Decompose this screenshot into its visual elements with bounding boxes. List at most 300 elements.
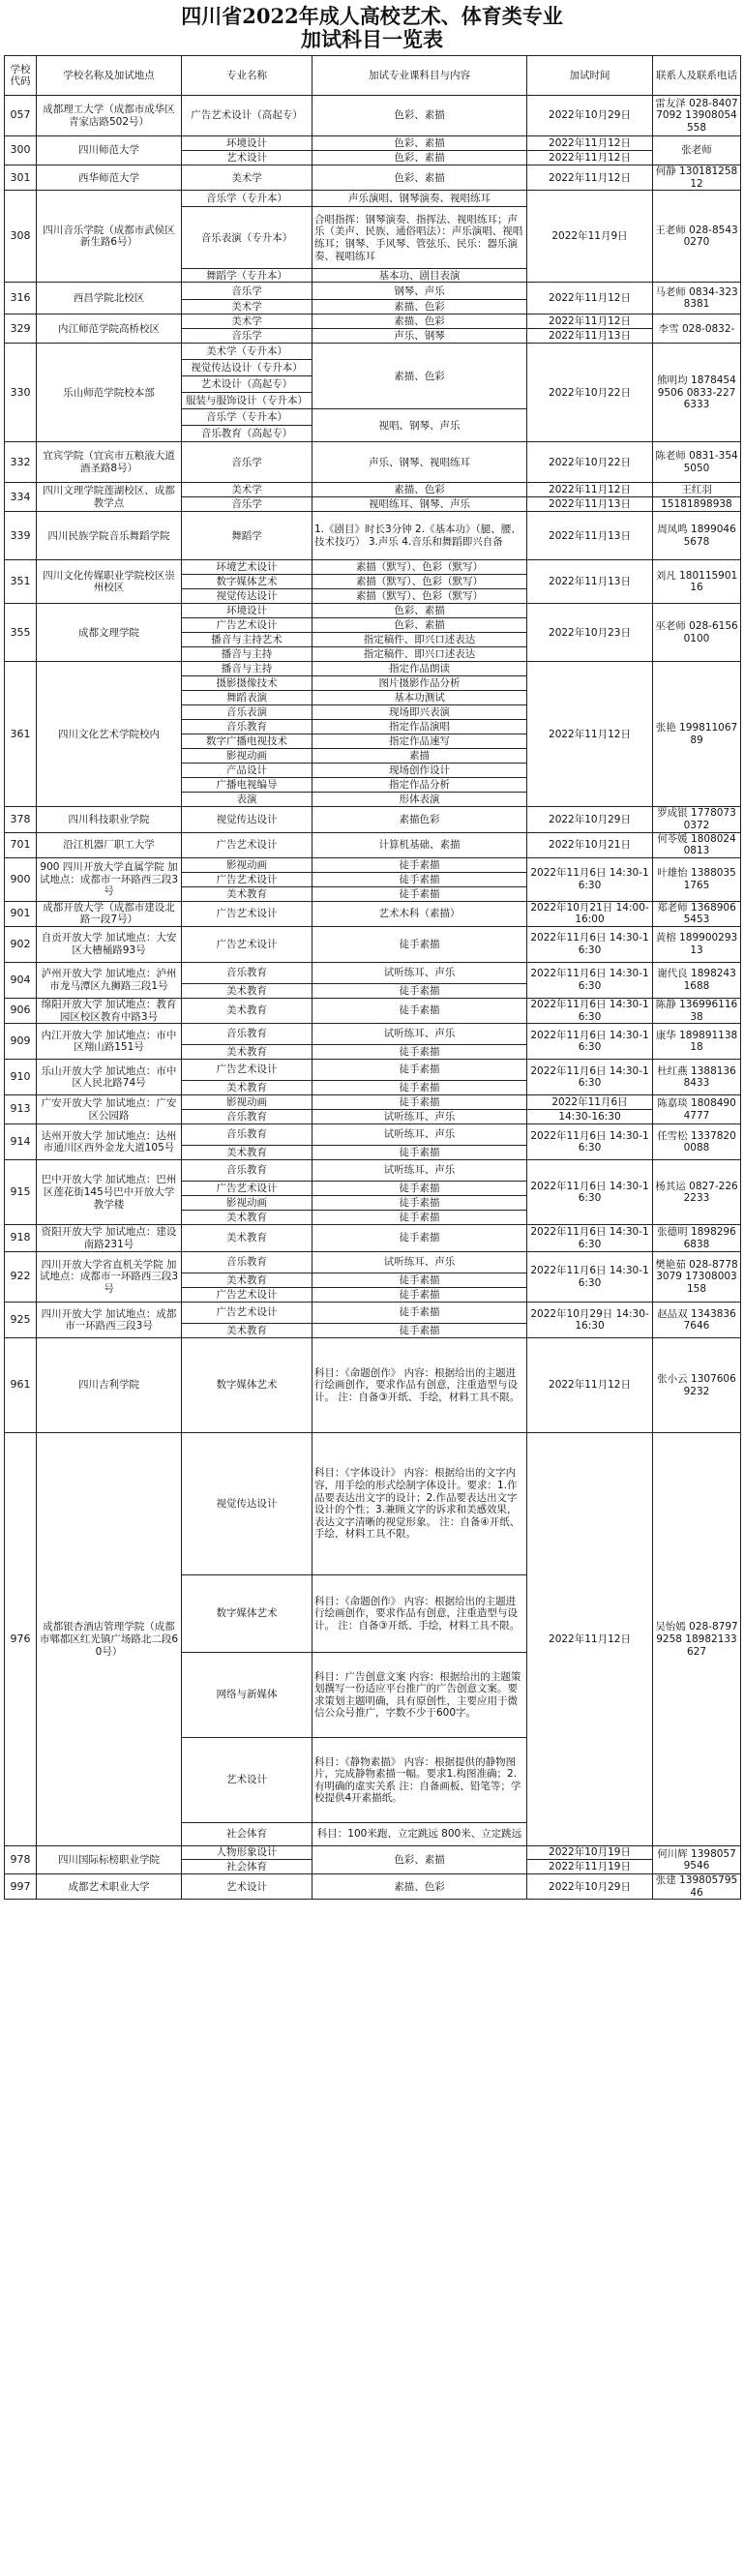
cell-content: 徒手素描	[312, 857, 527, 872]
cell-content: 素描（默写）、色彩（默写）	[312, 575, 527, 589]
table-row	[5, 1124, 741, 1146]
cell-code: 378	[5, 807, 37, 832]
cell-major: 舞蹈学（专升本）	[182, 269, 312, 283]
cell-time: 2022年10月21日	[527, 832, 653, 857]
cell-content: 现场创作设计	[312, 764, 527, 778]
cell-content: 科目：《命题创作》 内容：根据给出的主题进行绘画创作，要求作品有创意，注重造型与设计。 注：自备③开纸、手绘，材料工具不限。	[312, 1338, 527, 1433]
cell-content: 基本功测试	[312, 691, 527, 705]
table-row	[5, 165, 741, 191]
cell-time: 2022年10月22日	[527, 442, 653, 483]
cell-contact: 张艳 19981106789	[653, 662, 741, 807]
cell-time: 2022年11月13日	[527, 560, 653, 604]
cell-major: 美术教育	[182, 984, 312, 999]
table-row	[5, 999, 741, 1024]
cell-major: 美术教育	[182, 1273, 312, 1288]
header-contact: 联系人及联系电话	[653, 56, 741, 96]
cell-content: 艺术木科（素描）	[312, 901, 527, 926]
table-row	[5, 1338, 741, 1433]
cell-major: 视觉传达设计	[182, 807, 312, 832]
header-code: 学校代码	[5, 56, 37, 96]
table-row	[5, 560, 741, 575]
cell-content: 1.《剧目》时长3分钟 2.《基本功》（腿、腰、技术技巧） 3.声乐 4.音乐和舞蹈即兴自备	[312, 512, 527, 560]
cell-major: 美术教育	[182, 999, 312, 1024]
cell-major: 人物形象设计	[182, 1846, 312, 1860]
table-row	[5, 483, 741, 497]
cell-contact: 何静 13018125812	[653, 165, 741, 191]
cell-time: 2022年10月22日	[527, 344, 653, 442]
cell-code: 301	[5, 165, 37, 191]
cell-content: 试听练耳、声乐	[312, 1160, 527, 1182]
cell-school: 成都理工大学（成都市成华区青家店路502号）	[37, 96, 182, 136]
cell-school: 四川开放大学省直机关学院 加试地点：成都市一环路西三段3号	[37, 1252, 182, 1303]
cell-time: 2022年11月12日	[527, 315, 653, 329]
cell-content: 科目：《字体设计》 内容：根据给出的文字内容，用手绘的形式绘制字体设计。要求：1.作品要表达出文字的设计；2.作品要表达出文字设计的个性；3.兼顾文字的诉求和美感效果，表达文字清晰的视觉形象。 注：自备④开纸、手绘，材料工具不限。	[312, 1433, 527, 1575]
cell-major: 音乐学（专升本）	[182, 409, 312, 426]
cell-school: 四川民族学院音乐舞蹈学院	[37, 512, 182, 560]
cell-code: 910	[5, 1060, 37, 1095]
table-row	[5, 1433, 741, 1575]
cell-content: 计算机基础、素描	[312, 832, 527, 857]
document-subtitle: 加试科目一览表	[301, 27, 443, 52]
cell-major: 广告艺术设计	[182, 1060, 312, 1081]
cell-content: 色彩、素描	[312, 618, 527, 633]
table-row	[5, 662, 741, 676]
cell-content: 徒手素描	[312, 1060, 527, 1081]
cell-contact: 任雪松 13378200088	[653, 1124, 741, 1160]
cell-content: 科目：广告创意文案 内容：根据给出的主题策划撰写一份适应平台推广的广告创意文案。要求策划主题明确，具有原创性，主要应用于微信公众号推广，字数不少于600字。	[312, 1653, 527, 1738]
table-row	[5, 315, 741, 329]
cell-major: 广告艺术设计	[182, 618, 312, 633]
cell-major: 音乐学	[182, 329, 312, 344]
cell-time: 2022年10月29日	[527, 96, 653, 136]
cell-time: 2022年10月29日	[527, 1874, 653, 1900]
cell-time: 2022年11月6日 14:30-16:30	[527, 1225, 653, 1252]
cell-major: 音乐教育（高起专）	[182, 426, 312, 442]
table-row	[5, 191, 741, 207]
cell-major: 摄影摄像技术	[182, 676, 312, 691]
cell-contact: 雷友泽 028-84077092 13908054558	[653, 96, 741, 136]
cell-contact: 熊明均 18784549506 0833-2276333	[653, 344, 741, 442]
cell-contact: 张德明 18982966838	[653, 1225, 741, 1252]
cell-time: 2022年11月6日 14:30-16:30	[527, 1252, 653, 1303]
table-row	[5, 1874, 741, 1900]
cell-code: 997	[5, 1874, 37, 1900]
cell-content: 试听练耳、声乐	[312, 963, 527, 984]
cell-major: 视觉传达设计	[182, 1433, 312, 1575]
cell-major: 视觉传达设计（专升本）	[182, 360, 312, 376]
cell-major: 环境艺术设计	[182, 560, 312, 575]
cell-time: 2022年11月6日 14:30-16:30	[527, 1124, 653, 1160]
cell-major: 音乐教育	[182, 1160, 312, 1182]
table-row	[5, 96, 741, 136]
cell-major: 广告艺术设计（高起专）	[182, 96, 312, 136]
cell-contact: 周凤鸣 18990465678	[653, 512, 741, 560]
cell-content: 钢琴、声乐	[312, 283, 527, 300]
cell-major: 播音与主持	[182, 662, 312, 676]
cell-major: 音乐学（专升本）	[182, 191, 312, 207]
table-row	[5, 927, 741, 963]
cell-time: 2022年11月6日 14:30-16:30	[527, 1024, 653, 1060]
cell-major: 环境设计	[182, 136, 312, 151]
cell-time: 2022年11月12日	[527, 1433, 653, 1846]
table-row	[5, 136, 741, 151]
cell-content: 色彩、素描	[312, 604, 527, 618]
cell-content: 色彩、素描	[312, 151, 527, 165]
cell-content: 指定作品速写	[312, 734, 527, 749]
cell-school: 内江师范学院高桥校区	[37, 315, 182, 344]
cell-contact: 黄榕 18990029313	[653, 927, 741, 963]
table-row	[5, 1252, 741, 1273]
cell-major: 社会体育	[182, 1860, 312, 1874]
cell-content: 徒手素描	[312, 927, 527, 963]
table-row	[5, 442, 741, 483]
cell-content: 视唱练耳、钢琴、声乐	[312, 497, 527, 512]
cell-contact: 何苓媛 18080240813	[653, 832, 741, 857]
cell-code: 904	[5, 963, 37, 999]
cell-content: 声乐、钢琴、视唱练耳	[312, 442, 527, 483]
cell-content: 视唱、钢琴、声乐	[312, 409, 527, 442]
cell-major: 艺术设计（高起专）	[182, 376, 312, 393]
header-major: 专业名称	[182, 56, 312, 96]
cell-major: 音乐教育	[182, 963, 312, 984]
cell-code: 909	[5, 1024, 37, 1060]
cell-content: 徒手素描	[312, 1095, 527, 1110]
cell-time: 2022年11月12日	[527, 662, 653, 807]
cell-school: 四川师范大学	[37, 136, 182, 165]
cell-time: 2022年10月21日 14:00-16:00	[527, 901, 653, 926]
table-row	[5, 344, 741, 360]
cell-major: 视觉传达设计	[182, 589, 312, 604]
cell-code: 308	[5, 191, 37, 283]
cell-time: 2022年11月12日	[527, 151, 653, 165]
cell-major: 广告艺术设计	[182, 1288, 312, 1303]
cell-code: 330	[5, 344, 37, 442]
cell-major: 播音与主持艺术	[182, 633, 312, 647]
document-title: 四川省2022年成人高校艺术、体育类专业	[181, 4, 563, 28]
cell-time: 2022年11月6日 14:30-16:30	[527, 857, 653, 901]
cell-time: 2022年11月6日	[527, 1095, 653, 1110]
cell-time: 2022年10月29日	[527, 807, 653, 832]
table-row	[5, 1024, 741, 1045]
cell-content: 声乐演唱、钢琴演奏、视唱练耳	[312, 191, 527, 207]
cell-school: 四川文化艺术学院校内	[37, 662, 182, 807]
table-row	[5, 1225, 741, 1252]
cell-major: 美术学	[182, 165, 312, 191]
cell-code: 913	[5, 1095, 37, 1124]
cell-major: 社会体育	[182, 1823, 312, 1846]
cell-code: 361	[5, 662, 37, 807]
cell-content: 色彩、素描	[312, 96, 527, 136]
cell-major: 音乐教育	[182, 1252, 312, 1273]
cell-content: 徒手素描	[312, 1045, 527, 1060]
cell-content: 科目：《静物素描》 内容：根据提供的静物图片，完成静物素描一幅。要求1.构图准确；2.有明确的虚实关系 注：自备画板、铅笔等；学校提供4开素描纸。	[312, 1738, 527, 1823]
table-row	[5, 1095, 741, 1110]
header-content: 加试专业课科目与内容	[312, 56, 527, 96]
cell-content: 素描、色彩	[312, 344, 527, 409]
cell-contact: 陈静 13699611638	[653, 999, 741, 1024]
cell-major: 音乐教育	[182, 1110, 312, 1124]
cell-content: 合唱指挥：钢琴演奏、指挥法、视唱练耳；声乐（美声、民族、通俗唱法）：声乐演唱、视唱练耳；钢琴、手风琴、管弦乐、民乐：器乐演奏、视唱练耳	[312, 207, 527, 269]
cell-school: 四川文理学院莲湖校区、成都教学点	[37, 483, 182, 512]
cell-major: 影视动画	[182, 857, 312, 872]
cell-school: 四川吉利学院	[37, 1338, 182, 1433]
cell-major: 广告艺术设计	[182, 1303, 312, 1324]
cell-time: 2022年11月12日	[527, 1338, 653, 1433]
cell-major: 影视动画	[182, 1196, 312, 1211]
cell-code: 906	[5, 999, 37, 1024]
table-row	[5, 832, 741, 857]
cell-time: 2022年10月29日 14:30-16:30	[527, 1303, 653, 1338]
cell-time: 2022年11月12日	[527, 483, 653, 497]
cell-major: 音乐教育	[182, 1124, 312, 1146]
cell-content: 素描、色彩	[312, 315, 527, 329]
cell-school: 自贡开放大学 加试地点：大安区大槽桶路93号	[37, 927, 182, 963]
cell-school: 泸州开放大学 加试地点：泸州市龙马潭区九狮路三段1号	[37, 963, 182, 999]
cell-school: 成都银杏酒店管理学院（成都市郫都区红光镇广场路北二段60号）	[37, 1433, 182, 1846]
cell-major: 音乐表演（专升本）	[182, 207, 312, 269]
cell-major: 美术教育	[182, 886, 312, 901]
cell-code: 329	[5, 315, 37, 344]
cell-time: 2022年11月6日 14:30-16:30	[527, 1060, 653, 1095]
cell-major: 影视动画	[182, 1095, 312, 1110]
table-row	[5, 963, 741, 984]
table-row	[5, 1060, 741, 1081]
cell-contact: 陈老师 0831-3545050	[653, 442, 741, 483]
table-row	[5, 807, 741, 832]
cell-code: 057	[5, 96, 37, 136]
cell-contact: 何川辉 13980579546	[653, 1846, 741, 1874]
table-row	[5, 512, 741, 560]
cell-content: 指定作品朗读	[312, 662, 527, 676]
header-school: 学校名称及加试地点	[37, 56, 182, 96]
exam-table	[4, 55, 741, 1900]
cell-major: 广播电视编导	[182, 778, 312, 793]
cell-major: 网络与新媒体	[182, 1653, 312, 1738]
cell-school: 乐山师范学院校本部	[37, 344, 182, 442]
cell-time: 2022年11月6日 14:30-16:30	[527, 963, 653, 999]
cell-school: 西华师范大学	[37, 165, 182, 191]
cell-content: 指定稿件、即兴口述表达	[312, 633, 527, 647]
cell-content: 徒手素描	[312, 1211, 527, 1225]
cell-content: 科目：100米跑、立定跳远 800米、立定跳远	[312, 1823, 527, 1846]
cell-school: 成都文理学院	[37, 604, 182, 662]
cell-content: 试听练耳、声乐	[312, 1110, 527, 1124]
cell-major: 美术学	[182, 300, 312, 315]
cell-content: 形体表演	[312, 793, 527, 807]
cell-major: 艺术设计	[182, 151, 312, 165]
cell-major: 影视动画	[182, 749, 312, 764]
cell-contact: 张老师	[653, 136, 741, 165]
cell-code: 355	[5, 604, 37, 662]
cell-contact: 杜红燕 13881368433	[653, 1060, 741, 1095]
cell-major: 艺术设计	[182, 1738, 312, 1823]
cell-contact: 15181898938	[653, 497, 741, 512]
cell-contact: 李雪 028-0832-	[653, 315, 741, 344]
cell-contact: 杨其运 0827-2262233	[653, 1160, 741, 1225]
cell-major: 表演	[182, 793, 312, 807]
cell-content: 徒手素描	[312, 1273, 527, 1288]
cell-content: 图片摄影作品分析	[312, 676, 527, 691]
cell-content: 试听练耳、声乐	[312, 1024, 527, 1045]
cell-code: 339	[5, 512, 37, 560]
cell-content: 试听练耳、声乐	[312, 1124, 527, 1146]
cell-code: 961	[5, 1338, 37, 1433]
cell-content: 科目：《命题创作》 内容：根据给出的主题进行绘画创作，要求作品有创意，注重造型与设计。 注：自备③开纸、手绘，材料工具不限。	[312, 1575, 527, 1653]
cell-major: 美术教育	[182, 1225, 312, 1252]
cell-content: 徒手素描	[312, 1288, 527, 1303]
cell-code: 900	[5, 857, 37, 901]
cell-school: 达州开放大学 加试地点：达州市通川区西外金龙大道105号	[37, 1124, 182, 1160]
cell-content: 徒手素描	[312, 1324, 527, 1338]
cell-contact: 赵品双 13438367646	[653, 1303, 741, 1338]
cell-major: 广告艺术设计	[182, 901, 312, 926]
table-body	[5, 96, 741, 1900]
cell-major: 播音与主持	[182, 647, 312, 662]
cell-content: 徒手素描	[312, 999, 527, 1024]
cell-school: 成都艺术职业大学	[37, 1874, 182, 1900]
cell-time: 2022年11月12日	[527, 165, 653, 191]
cell-major: 环境设计	[182, 604, 312, 618]
table-row	[5, 857, 741, 872]
cell-time: 2022年10月23日	[527, 604, 653, 662]
cell-time: 2022年11月13日	[527, 512, 653, 560]
cell-major: 艺术设计	[182, 1874, 312, 1900]
table-row	[5, 283, 741, 300]
cell-time: 2022年11月12日	[527, 283, 653, 315]
table-header-row	[5, 56, 741, 96]
cell-time: 2022年10月19日	[527, 1846, 653, 1860]
cell-contact: 叶雄怡 13880351765	[653, 857, 741, 901]
cell-school: 绵阳开放大学 加试地点：教育园区校区教育中路3号	[37, 999, 182, 1024]
cell-school: 乐山开放大学 加试地点：市中区人民北路74号	[37, 1060, 182, 1095]
table-row	[5, 1160, 741, 1182]
cell-school: 巴中开放大学 加试地点：巴州区莲花街145号巴中开放大学教学楼	[37, 1160, 182, 1225]
cell-school: 四川开放大学 加试地点：成都市一环路西三段3号	[37, 1303, 182, 1338]
cell-major: 服装与服饰设计（专升本）	[182, 393, 312, 409]
cell-time: 2022年11月12日	[527, 136, 653, 151]
cell-code: 334	[5, 483, 37, 512]
cell-code: 914	[5, 1124, 37, 1160]
cell-content: 色彩、素描	[312, 136, 527, 151]
cell-code: 978	[5, 1846, 37, 1874]
cell-major: 音乐教育	[182, 720, 312, 734]
cell-contact: 马老师 0834-3238381	[653, 283, 741, 315]
cell-major: 广告艺术设计	[182, 872, 312, 886]
cell-contact: 陈嘉琰 18084904777	[653, 1095, 741, 1124]
cell-content: 徒手素描	[312, 1225, 527, 1252]
cell-content: 素描色彩	[312, 807, 527, 832]
cell-content: 试听练耳、声乐	[312, 1252, 527, 1273]
cell-content: 素描（默写）、色彩（默写）	[312, 589, 527, 604]
cell-contact: 樊艳茹 028-87783079 17308003158	[653, 1252, 741, 1303]
cell-school: 宜宾学院（宜宾市五粮液大道酒圣路8号）	[37, 442, 182, 483]
cell-contact: 巫老师 028-61560100	[653, 604, 741, 662]
cell-major: 美术教育	[182, 1081, 312, 1095]
cell-content: 徒手素描	[312, 984, 527, 999]
cell-code: 701	[5, 832, 37, 857]
cell-content: 徒手素描	[312, 872, 527, 886]
cell-content: 色彩、素描	[312, 165, 527, 191]
cell-time: 2022年11月9日	[527, 191, 653, 283]
cell-content: 徒手素描	[312, 1303, 527, 1324]
cell-major: 美术学	[182, 315, 312, 329]
cell-time: 2022年11月6日 14:30-16:30	[527, 927, 653, 963]
cell-major: 美术学	[182, 483, 312, 497]
cell-school: 资阳开放大学 加试地点：建设南路231号	[37, 1225, 182, 1252]
cell-major: 音乐学	[182, 497, 312, 512]
cell-content: 素描、色彩	[312, 483, 527, 497]
cell-major: 广告艺术设计	[182, 1182, 312, 1196]
cell-school: 900 四川开放大学直属学院 加试地点：成都市一环路西三段3号	[37, 857, 182, 901]
cell-content: 指定作品演唱	[312, 720, 527, 734]
cell-time: 2022年11月6日 14:30-16:30	[527, 999, 653, 1024]
cell-major: 数字媒体艺术	[182, 575, 312, 589]
cell-time: 14:30-16:30	[527, 1110, 653, 1124]
cell-content: 色彩、素描	[312, 1846, 527, 1874]
cell-content: 声乐、钢琴	[312, 329, 527, 344]
cell-contact: 王老师 028-85430270	[653, 191, 741, 283]
cell-contact: 刘凡 18011590116	[653, 560, 741, 604]
cell-time: 2022年11月13日	[527, 497, 653, 512]
header-time: 加试时间	[527, 56, 653, 96]
cell-code: 922	[5, 1252, 37, 1303]
cell-code: 300	[5, 136, 37, 165]
cell-school: 成都开放大学（成都市建设北路一段7号）	[37, 901, 182, 926]
cell-content: 指定稿件、即兴口述表达	[312, 647, 527, 662]
table-row	[5, 901, 741, 926]
cell-school: 四川国际标榜职业学院	[37, 1846, 182, 1874]
cell-code: 332	[5, 442, 37, 483]
cell-major: 美术教育	[182, 1324, 312, 1338]
cell-major: 美术教育	[182, 1211, 312, 1225]
cell-school: 四川音乐学院（成都市武侯区新生路6号）	[37, 191, 182, 283]
cell-code: 915	[5, 1160, 37, 1225]
cell-major: 广告艺术设计	[182, 927, 312, 963]
document	[4, 4, 740, 1900]
cell-contact: 吴怡嫣 028-87979258 18982133627	[653, 1433, 741, 1846]
cell-contact: 康华 18989113818	[653, 1024, 741, 1060]
cell-code: 902	[5, 927, 37, 963]
cell-contact: 张建 13980579546	[653, 1874, 741, 1900]
cell-code: 918	[5, 1225, 37, 1252]
cell-major: 美术教育	[182, 1045, 312, 1060]
cell-major: 产品设计	[182, 764, 312, 778]
cell-major: 数字媒体艺术	[182, 1575, 312, 1653]
cell-school: 西昌学院北校区	[37, 283, 182, 315]
cell-major: 美术教育	[182, 1146, 312, 1160]
cell-content: 基本功、剧目表演	[312, 269, 527, 283]
cell-code: 316	[5, 283, 37, 315]
cell-time: 2022年11月19日	[527, 1860, 653, 1874]
cell-contact: 谢代良 18982431688	[653, 963, 741, 999]
cell-content: 素描（默写）、色彩（默写）	[312, 560, 527, 575]
cell-school: 广安开放大学 加试地点：广安区公园路	[37, 1095, 182, 1124]
table-row	[5, 1846, 741, 1860]
cell-major: 美术学（专升本）	[182, 344, 312, 360]
cell-school: 四川文化传媒职业学院校区崇州校区	[37, 560, 182, 604]
cell-major: 舞蹈表演	[182, 691, 312, 705]
cell-major: 音乐表演	[182, 705, 312, 720]
cell-contact: 郑老师 13689065453	[653, 901, 741, 926]
cell-time: 2022年11月13日	[527, 329, 653, 344]
cell-content: 徒手素描	[312, 1196, 527, 1211]
cell-school: 沿江机器厂职工大学	[37, 832, 182, 857]
cell-major: 音乐教育	[182, 1024, 312, 1045]
cell-major: 数字媒体艺术	[182, 1338, 312, 1433]
cell-code: 976	[5, 1433, 37, 1846]
cell-content: 徒手素描	[312, 1146, 527, 1160]
cell-school: 四川科技职业学院	[37, 807, 182, 832]
